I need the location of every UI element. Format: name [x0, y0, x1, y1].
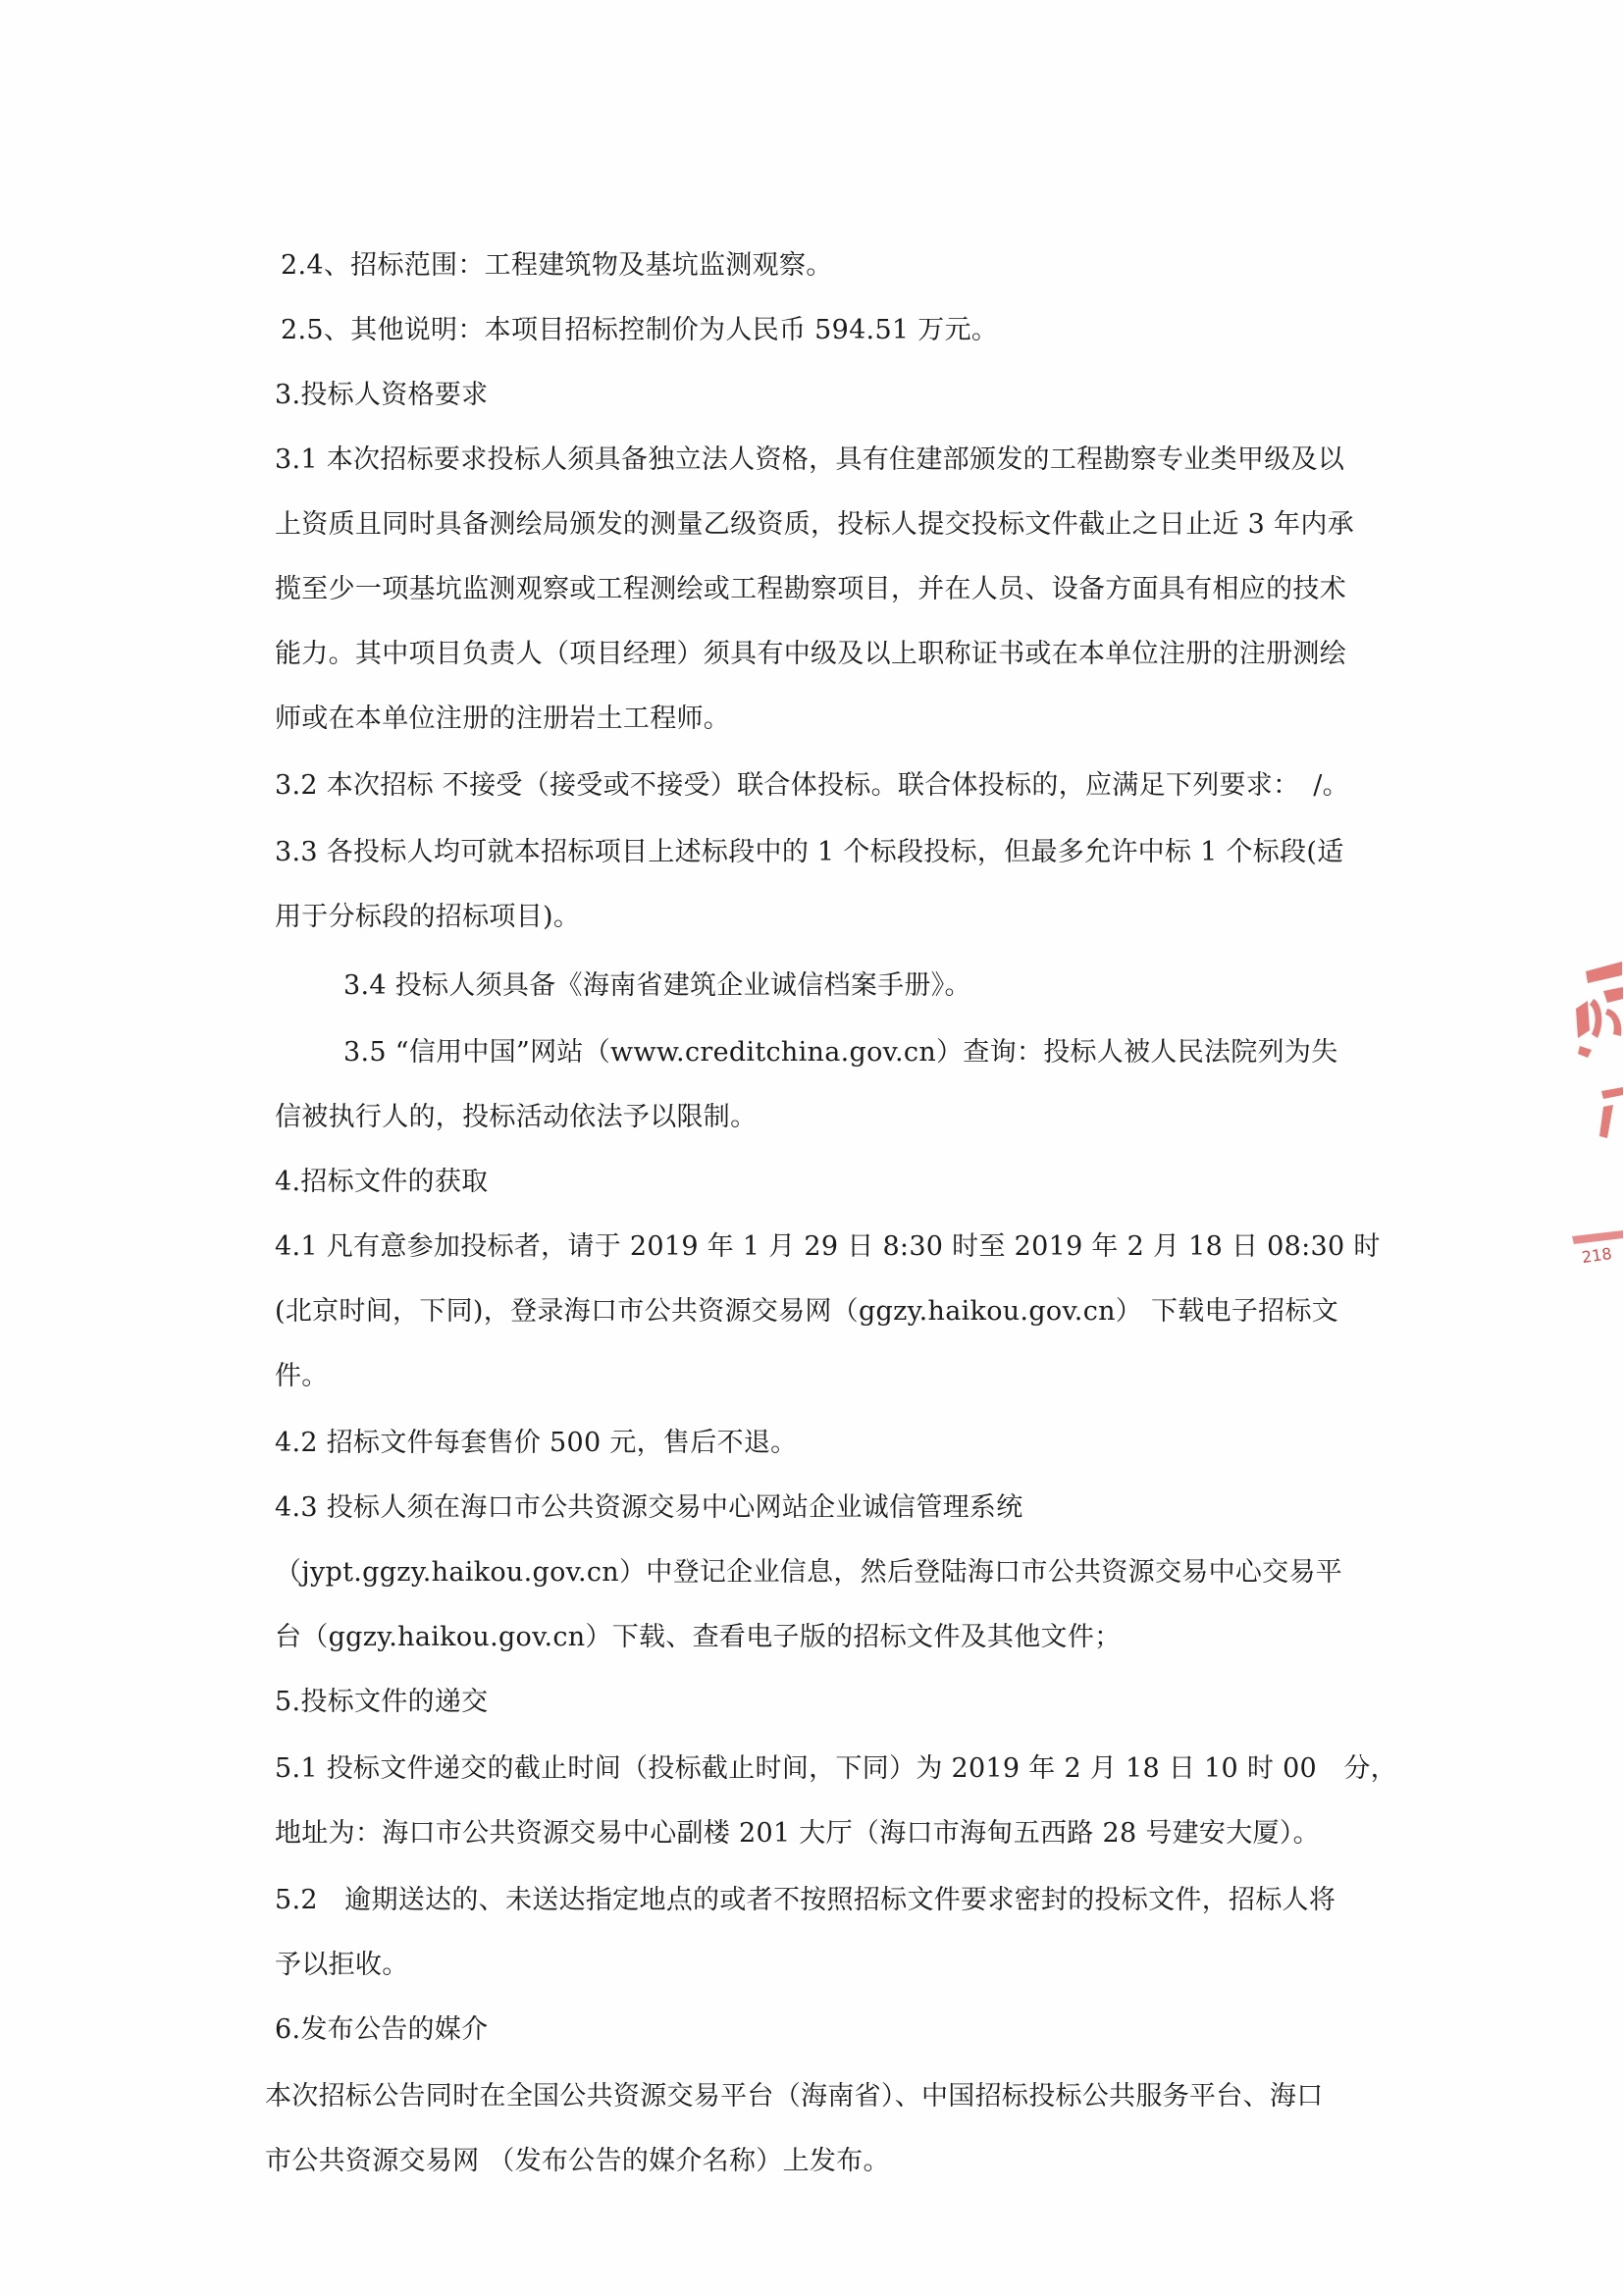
section-heading-3: 3.投标人资格要求 — [275, 380, 489, 410]
text-line-5-1-a: 5.1 投标文件递交的截止时间（投标截止时间，下同）为 2019 年 2 月 18 日 10 时 00 分， — [275, 1753, 1397, 1784]
text-line-6-a: 本次招标公告同时在全国公共资源交易平台（海南省）、中国招标投标公共服务平台、海口 — [265, 2081, 1324, 2112]
section-heading-6: 6.发布公告的媒介 — [275, 2014, 489, 2045]
text-line-3-5-b: 信被执行人的，投标活动依法予以限制。 — [275, 1102, 758, 1132]
text-line-2-4: 2.4、招标范围：工程建筑物及基坑监测观察。 — [281, 250, 833, 281]
text-line-3-2: 3.2 本次招标 不接受（接受或不接受）联合体投标。联合体投标的，应满足下列要求： /。 — [275, 770, 1349, 801]
text-line-4-3-b: （jypt.ggzy.haikou.gov.cn）中登记企业信息，然后登陆海口市公共资源交易中心交易平 — [275, 1557, 1343, 1588]
text-line-4-1-a: 4.1 凡有意参加投标者，请于 2019 年 1 月 29 日 8:30 时至 2019 年 2 月 18 日 08:30 时 — [275, 1231, 1381, 1262]
text-line-5-2-a: 5.2 逾期送达的、未送达指定地点的或者不按照招标文件要求密封的投标文件，招标人将 — [275, 1885, 1336, 1915]
text-line-3-5-a: 3.5 “信用中国”网站（www.creditchina.gov.cn）查询：投标人被人民法院列为失 — [343, 1037, 1338, 1068]
text-line-3-3-b: 用于分标段的招标项目)。 — [275, 902, 581, 932]
section-heading-5: 5.投标文件的递交 — [275, 1687, 489, 1717]
text-line-4-1-c: 件。 — [275, 1361, 329, 1391]
text-line-6-b: 市公共资源交易网 （发布公告的媒介名称）上发布。 — [265, 2146, 890, 2176]
section-heading-4: 4.招标文件的获取 — [275, 1167, 489, 1197]
text-line-5-1-b: 地址为：海口市公共资源交易中心副楼 201 大厅（海口市海甸五西路 28 号建安大厦）。 — [275, 1818, 1320, 1849]
text-line-3-4: 3.4 投标人须具备《海南省建筑企业诚信档案手册》。 — [343, 970, 971, 1001]
text-line-3-1-a: 3.1 本次招标要求投标人须具备独立法人资格，具有住建部颁发的工程勘察专业类甲级及以 — [275, 444, 1345, 475]
text-line-2-5: 2.5、其他说明：本项目招标控制价为人民币 594.51 万元。 — [281, 315, 999, 345]
text-line-5-2-b: 予以拒收。 — [275, 1950, 409, 1980]
text-line-3-3-a: 3.3 各投标人均可就本招标项目上述标段中的 1 个标段投标，但最多允许中标 1 个标段(适 — [275, 837, 1344, 867]
text-line-4-3-c: 台（ggzy.haikou.gov.cn）下载、查看电子版的招标文件及其他文件； — [275, 1622, 1122, 1652]
text-line-3-1-d: 能力。其中项目负责人（项目经理）须具有中级及以上职称证书或在本单位注册的注册测绘 — [275, 639, 1346, 669]
text-line-3-1-b: 上资质且同时具备测绘局颁发的测量乙级资质，投标人提交投标文件截止之日止近 3 年内承 — [275, 509, 1354, 540]
text-line-4-1-b: (北京时间，下同)，登录海口市公共资源交易网（ggzy.haikou.gov.cn） 下载电子招标文 — [275, 1296, 1339, 1327]
text-line-4-3-a: 4.3 投标人须在海口市公共资源交易中心网站企业诚信管理系统 — [275, 1492, 1023, 1523]
text-line-4-2: 4.2 招标文件每套售价 500 元，售后不退。 — [275, 1428, 798, 1458]
text-line-3-1-c: 揽至少一项基坑监测观察或工程测绘或工程勘察项目，并在人员、设备方面具有相应的技术 — [275, 574, 1346, 604]
text-line-3-1-e: 师或在本单位注册的注册岩土工程师。 — [275, 704, 731, 734]
seal-stamp-text: 218 — [1580, 1243, 1613, 1268]
